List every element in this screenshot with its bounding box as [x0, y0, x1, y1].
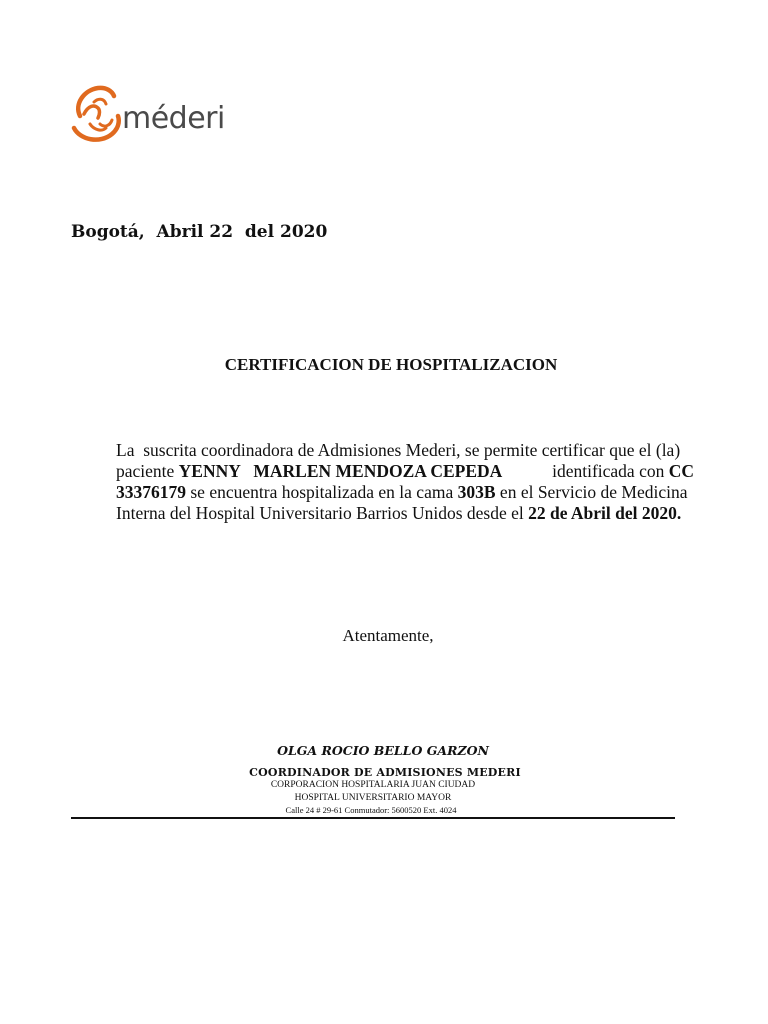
signer-role: COORDINADOR DE ADMISIONES MEDERI [249, 766, 521, 779]
patient-name: YENNY MARLEN MENDOZA CEPEDA [178, 461, 503, 481]
bed-number: 303B [457, 482, 496, 502]
admission-date: 22 de Abril del 2020. [528, 503, 682, 523]
organization-name: CORPORACION HOSPITALARIA JUAN CIUDAD [270, 780, 476, 790]
footer-divider [71, 817, 675, 819]
document-date: Bogotá, Abril 22 del 2020 [71, 222, 328, 242]
logo-wordmark: méderi [122, 101, 225, 136]
closing-salutation: Atentamente, [342, 626, 434, 645]
body-line-4: Interna del Hospital Universitario Barrios Unidos desde el 22 de Abril del 2020. [116, 503, 682, 523]
contact-address: Calle 24 # 29-61 Conmutador: 5600520 Ext. 4024 [285, 805, 457, 815]
id-number: 33376179 [116, 482, 186, 502]
document-title: CERTIFICACION DE HOSPITALIZACION [224, 355, 558, 374]
hospital-name: HOSPITAL UNIVERSITARIO MAYOR [294, 793, 452, 803]
body-line-2: paciente YENNY MARLEN MENDOZA CEPEDA identificada con CC [116, 461, 694, 481]
mederi-hands-icon [70, 84, 126, 144]
body-line-1: La suscrita coordinadora de Admisiones Mederi, se permite certificar que el (la) [116, 440, 681, 460]
id-type: CC [668, 461, 694, 481]
body-line-3: 33376179 se encuentra hospitalizada en la cama 303B en el Servicio de Medicina [116, 482, 688, 502]
signer-name: OLGA ROCIO BELLO GARZON [277, 743, 489, 758]
certification-body [116, 440, 694, 524]
mederi-logo [70, 84, 225, 144]
